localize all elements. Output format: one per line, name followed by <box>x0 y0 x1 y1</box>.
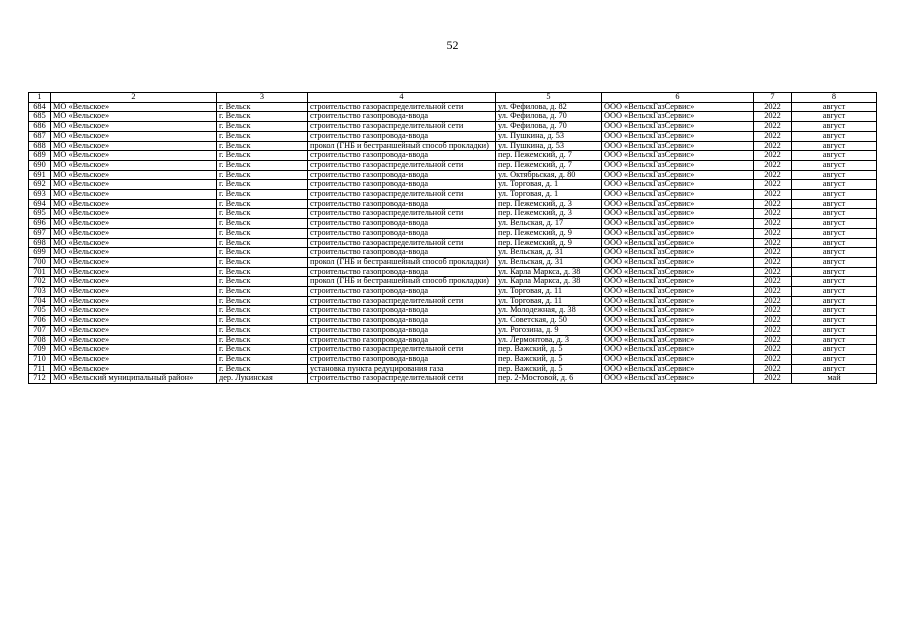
cell-contractor: ООО «ВельскГазСервис» <box>602 335 754 345</box>
cell-year: 2022 <box>754 374 792 384</box>
table-row <box>29 228 877 238</box>
cell-work-type: строительство газораспределительной сети <box>308 122 496 132</box>
cell-row-number: 705 <box>29 306 51 316</box>
cell-year: 2022 <box>754 267 792 277</box>
cell-settlement: г. Вельск <box>217 102 308 112</box>
cell-municipality: МО «Вельское» <box>51 267 217 277</box>
header-cell: 3 <box>217 93 308 103</box>
cell-contractor: ООО «ВельскГазСервис» <box>602 257 754 267</box>
cell-work-type: строительство газопровода-ввода <box>308 306 496 316</box>
cell-row-number: 692 <box>29 180 51 190</box>
cell-municipality: МО «Вельское» <box>51 170 217 180</box>
cell-year: 2022 <box>754 219 792 229</box>
cell-municipality: МО «Вельское» <box>51 190 217 200</box>
cell-contractor: ООО «ВельскГазСервис» <box>602 287 754 297</box>
cell-row-number: 691 <box>29 170 51 180</box>
cell-row-number: 710 <box>29 354 51 364</box>
cell-month: август <box>792 170 877 180</box>
table-row <box>29 335 877 345</box>
table-row <box>29 112 877 122</box>
cell-settlement: г. Вельск <box>217 228 308 238</box>
gasification-table <box>28 92 877 384</box>
cell-municipality: МО «Вельское» <box>51 102 217 112</box>
cell-municipality: МО «Вельское» <box>51 335 217 345</box>
cell-municipality: МО «Вельское» <box>51 316 217 326</box>
table-row <box>29 141 877 151</box>
cell-contractor: ООО «ВельскГазСервис» <box>602 306 754 316</box>
cell-month: май <box>792 374 877 384</box>
cell-address: ул. Торговая, д. 11 <box>496 287 602 297</box>
table-row <box>29 160 877 170</box>
cell-work-type: строительство газораспределительной сети <box>308 160 496 170</box>
cell-settlement: г. Вельск <box>217 160 308 170</box>
cell-settlement: г. Вельск <box>217 325 308 335</box>
cell-year: 2022 <box>754 238 792 248</box>
header-cell: 6 <box>602 93 754 103</box>
cell-contractor: ООО «ВельскГазСервис» <box>602 354 754 364</box>
cell-municipality: МО «Вельское» <box>51 141 217 151</box>
table-row <box>29 267 877 277</box>
cell-year: 2022 <box>754 190 792 200</box>
cell-municipality: МО «Вельский муниципальный район» <box>51 374 217 384</box>
cell-settlement: г. Вельск <box>217 248 308 258</box>
cell-municipality: МО «Вельское» <box>51 228 217 238</box>
cell-row-number: 693 <box>29 190 51 200</box>
cell-address: пер. Пежемский, д. 3 <box>496 209 602 219</box>
cell-address: ул. Рогозина, д. 9 <box>496 325 602 335</box>
cell-month: август <box>792 296 877 306</box>
page-number: 52 <box>446 38 459 52</box>
cell-work-type: строительство газопровода-ввода <box>308 325 496 335</box>
cell-work-type: строительство газораспределительной сети <box>308 345 496 355</box>
cell-row-number: 711 <box>29 364 51 374</box>
cell-year: 2022 <box>754 248 792 258</box>
cell-settlement: г. Вельск <box>217 306 308 316</box>
cell-settlement: г. Вельск <box>217 238 308 248</box>
cell-work-type: строительство газораспределительной сети <box>308 374 496 384</box>
cell-work-type: строительство газопровода-ввода <box>308 219 496 229</box>
cell-row-number: 706 <box>29 316 51 326</box>
table-row <box>29 199 877 209</box>
cell-month: август <box>792 112 877 122</box>
cell-year: 2022 <box>754 141 792 151</box>
cell-row-number: 707 <box>29 325 51 335</box>
cell-year: 2022 <box>754 316 792 326</box>
cell-row-number: 703 <box>29 287 51 297</box>
cell-settlement: г. Вельск <box>217 267 308 277</box>
cell-month: август <box>792 102 877 112</box>
cell-row-number: 686 <box>29 122 51 132</box>
cell-year: 2022 <box>754 199 792 209</box>
cell-address: ул. Молодежная, д. 38 <box>496 306 602 316</box>
cell-row-number: 696 <box>29 219 51 229</box>
cell-contractor: ООО «ВельскГазСервис» <box>602 112 754 122</box>
table-row <box>29 170 877 180</box>
table-row <box>29 238 877 248</box>
cell-work-type: строительство газопровода-ввода <box>308 170 496 180</box>
cell-month: август <box>792 248 877 258</box>
cell-month: август <box>792 257 877 267</box>
cell-year: 2022 <box>754 325 792 335</box>
cell-address: ул. Торговая, д. 11 <box>496 296 602 306</box>
cell-municipality: МО «Вельское» <box>51 151 217 161</box>
cell-settlement: г. Вельск <box>217 257 308 267</box>
cell-row-number: 701 <box>29 267 51 277</box>
cell-row-number: 684 <box>29 102 51 112</box>
cell-month: август <box>792 199 877 209</box>
cell-municipality: МО «Вельское» <box>51 296 217 306</box>
cell-settlement: г. Вельск <box>217 190 308 200</box>
cell-municipality: МО «Вельское» <box>51 160 217 170</box>
cell-contractor: ООО «ВельскГазСервис» <box>602 277 754 287</box>
cell-settlement: г. Вельск <box>217 364 308 374</box>
header-cell: 1 <box>29 93 51 103</box>
cell-contractor: ООО «ВельскГазСервис» <box>602 190 754 200</box>
cell-row-number: 702 <box>29 277 51 287</box>
cell-address: пер. 2-Мостовой, д. 6 <box>496 374 602 384</box>
cell-settlement: г. Вельск <box>217 219 308 229</box>
cell-work-type: строительство газораспределительной сети <box>308 296 496 306</box>
cell-row-number: 709 <box>29 345 51 355</box>
cell-month: август <box>792 209 877 219</box>
cell-work-type: строительство газопровода-ввода <box>308 199 496 209</box>
table-row <box>29 364 877 374</box>
cell-year: 2022 <box>754 335 792 345</box>
cell-municipality: МО «Вельское» <box>51 287 217 297</box>
cell-settlement: г. Вельск <box>217 209 308 219</box>
cell-settlement: г. Вельск <box>217 335 308 345</box>
cell-year: 2022 <box>754 131 792 141</box>
table-row <box>29 354 877 364</box>
cell-contractor: ООО «ВельскГазСервис» <box>602 296 754 306</box>
cell-address: пер. Пежемский, д. 9 <box>496 228 602 238</box>
cell-contractor: ООО «ВельскГазСервис» <box>602 160 754 170</box>
cell-settlement: г. Вельск <box>217 180 308 190</box>
cell-address: ул. Вельская, д. 31 <box>496 248 602 258</box>
cell-work-type: строительство газопровода-ввода <box>308 316 496 326</box>
cell-address: ул. Лермонтова, д. 3 <box>496 335 602 345</box>
cell-contractor: ООО «ВельскГазСервис» <box>602 122 754 132</box>
cell-contractor: ООО «ВельскГазСервис» <box>602 199 754 209</box>
cell-row-number: 712 <box>29 374 51 384</box>
cell-work-type: строительство газопровода-ввода <box>308 151 496 161</box>
cell-month: август <box>792 219 877 229</box>
cell-municipality: МО «Вельское» <box>51 131 217 141</box>
cell-month: август <box>792 335 877 345</box>
table-row <box>29 287 877 297</box>
cell-work-type: прокол (ГНБ и бестраншейный способ прокладки) <box>308 257 496 267</box>
cell-row-number: 698 <box>29 238 51 248</box>
cell-address: ул. Фефилова, д. 70 <box>496 112 602 122</box>
cell-municipality: МО «Вельское» <box>51 306 217 316</box>
cell-municipality: МО «Вельское» <box>51 345 217 355</box>
cell-row-number: 689 <box>29 151 51 161</box>
cell-work-type: прокол (ГНБ и бестраншейный способ прокладки) <box>308 277 496 287</box>
cell-contractor: ООО «ВельскГазСервис» <box>602 219 754 229</box>
cell-municipality: МО «Вельское» <box>51 199 217 209</box>
cell-work-type: строительство газопровода-ввода <box>308 112 496 122</box>
cell-year: 2022 <box>754 257 792 267</box>
cell-contractor: ООО «ВельскГазСервис» <box>602 316 754 326</box>
cell-municipality: МО «Вельское» <box>51 219 217 229</box>
cell-settlement: дер. Лукинская <box>217 374 308 384</box>
table-row <box>29 374 877 384</box>
table-row <box>29 316 877 326</box>
cell-year: 2022 <box>754 160 792 170</box>
cell-address: ул. Вельская, д. 17 <box>496 219 602 229</box>
cell-municipality: МО «Вельское» <box>51 354 217 364</box>
table-row <box>29 248 877 258</box>
cell-row-number: 694 <box>29 199 51 209</box>
cell-month: август <box>792 190 877 200</box>
cell-address: пер. Пежемский, д. 7 <box>496 160 602 170</box>
cell-municipality: МО «Вельское» <box>51 277 217 287</box>
cell-month: август <box>792 131 877 141</box>
cell-municipality: МО «Вельское» <box>51 364 217 374</box>
cell-year: 2022 <box>754 112 792 122</box>
cell-month: август <box>792 354 877 364</box>
cell-month: август <box>792 306 877 316</box>
cell-work-type: установка пункта редуцирования газа <box>308 364 496 374</box>
cell-month: август <box>792 316 877 326</box>
cell-address: ул. Пушкина, д. 53 <box>496 141 602 151</box>
cell-work-type: строительство газопровода-ввода <box>308 180 496 190</box>
cell-row-number: 690 <box>29 160 51 170</box>
cell-work-type: строительство газораспределительной сети <box>308 102 496 112</box>
cell-month: август <box>792 267 877 277</box>
table-row <box>29 219 877 229</box>
cell-settlement: г. Вельск <box>217 199 308 209</box>
cell-month: август <box>792 228 877 238</box>
cell-contractor: ООО «ВельскГазСервис» <box>602 267 754 277</box>
cell-address: ул. Торговая, д. 1 <box>496 180 602 190</box>
cell-month: август <box>792 151 877 161</box>
cell-work-type: строительство газораспределительной сети <box>308 238 496 248</box>
cell-month: август <box>792 238 877 248</box>
cell-settlement: г. Вельск <box>217 296 308 306</box>
header-cell: 4 <box>308 93 496 103</box>
cell-address: пер. Важский, д. 5 <box>496 345 602 355</box>
cell-work-type: строительство газопровода-ввода <box>308 354 496 364</box>
cell-address: ул. Карла Маркса, д. 38 <box>496 267 602 277</box>
cell-year: 2022 <box>754 170 792 180</box>
cell-month: август <box>792 287 877 297</box>
cell-month: август <box>792 141 877 151</box>
table-row <box>29 190 877 200</box>
table-row <box>29 257 877 267</box>
cell-settlement: г. Вельск <box>217 131 308 141</box>
cell-row-number: 708 <box>29 335 51 345</box>
cell-settlement: г. Вельск <box>217 277 308 287</box>
cell-year: 2022 <box>754 180 792 190</box>
cell-settlement: г. Вельск <box>217 112 308 122</box>
cell-address: пер. Пежемский, д. 9 <box>496 238 602 248</box>
cell-year: 2022 <box>754 287 792 297</box>
cell-address: пер. Важский, д. 5 <box>496 364 602 374</box>
cell-month: август <box>792 277 877 287</box>
cell-contractor: ООО «ВельскГазСервис» <box>602 209 754 219</box>
cell-settlement: г. Вельск <box>217 170 308 180</box>
cell-municipality: МО «Вельское» <box>51 122 217 132</box>
cell-address: ул. Торговая, д. 1 <box>496 190 602 200</box>
cell-contractor: ООО «ВельскГазСервис» <box>602 102 754 112</box>
cell-contractor: ООО «ВельскГазСервис» <box>602 131 754 141</box>
cell-address: ул. Пушкина, д. 53 <box>496 131 602 141</box>
table-row <box>29 180 877 190</box>
cell-contractor: ООО «ВельскГазСервис» <box>602 141 754 151</box>
cell-year: 2022 <box>754 306 792 316</box>
cell-row-number: 704 <box>29 296 51 306</box>
cell-row-number: 695 <box>29 209 51 219</box>
cell-year: 2022 <box>754 228 792 238</box>
cell-work-type: строительство газораспределительной сети <box>308 190 496 200</box>
cell-contractor: ООО «ВельскГазСервис» <box>602 238 754 248</box>
cell-settlement: г. Вельск <box>217 345 308 355</box>
cell-address: ул. Октябрьская, д. 80 <box>496 170 602 180</box>
cell-contractor: ООО «ВельскГазСервис» <box>602 180 754 190</box>
cell-address: ул. Вельская, д. 31 <box>496 257 602 267</box>
cell-address: ул. Фефилова, д. 82 <box>496 102 602 112</box>
header-cell: 8 <box>792 93 877 103</box>
cell-contractor: ООО «ВельскГазСервис» <box>602 228 754 238</box>
cell-month: август <box>792 160 877 170</box>
cell-work-type: прокол (ГНБ и бестраншейный способ прокладки) <box>308 141 496 151</box>
table-body <box>29 102 877 383</box>
table-row <box>29 122 877 132</box>
cell-contractor: ООО «ВельскГазСервис» <box>602 248 754 258</box>
cell-month: август <box>792 325 877 335</box>
cell-contractor: ООО «ВельскГазСервис» <box>602 374 754 384</box>
cell-contractor: ООО «ВельскГазСервис» <box>602 325 754 335</box>
cell-address: ул. Советская, д. 50 <box>496 316 602 326</box>
table-row <box>29 151 877 161</box>
cell-address: пер. Важский, д. 5 <box>496 354 602 364</box>
cell-month: август <box>792 364 877 374</box>
cell-municipality: МО «Вельское» <box>51 238 217 248</box>
cell-month: август <box>792 122 877 132</box>
cell-year: 2022 <box>754 345 792 355</box>
cell-settlement: г. Вельск <box>217 316 308 326</box>
cell-row-number: 688 <box>29 141 51 151</box>
cell-municipality: МО «Вельское» <box>51 112 217 122</box>
cell-settlement: г. Вельск <box>217 141 308 151</box>
cell-work-type: строительство газопровода-ввода <box>308 267 496 277</box>
cell-settlement: г. Вельск <box>217 151 308 161</box>
cell-work-type: строительство газопровода-ввода <box>308 335 496 345</box>
cell-row-number: 685 <box>29 112 51 122</box>
cell-municipality: МО «Вельское» <box>51 209 217 219</box>
cell-month: август <box>792 345 877 355</box>
cell-year: 2022 <box>754 151 792 161</box>
table-row <box>29 102 877 112</box>
table-row <box>29 296 877 306</box>
table-row <box>29 345 877 355</box>
cell-year: 2022 <box>754 277 792 287</box>
cell-month: август <box>792 180 877 190</box>
cell-contractor: ООО «ВельскГазСервис» <box>602 170 754 180</box>
header-cell: 2 <box>51 93 217 103</box>
cell-address: пер. Пежемский, д. 7 <box>496 151 602 161</box>
cell-settlement: г. Вельск <box>217 287 308 297</box>
cell-municipality: МО «Вельское» <box>51 257 217 267</box>
cell-work-type: строительство газопровода-ввода <box>308 248 496 258</box>
cell-year: 2022 <box>754 296 792 306</box>
cell-address: ул. Фефилова, д. 70 <box>496 122 602 132</box>
header-cell: 7 <box>754 93 792 103</box>
cell-row-number: 687 <box>29 131 51 141</box>
cell-address: пер. Пежемский, д. 3 <box>496 199 602 209</box>
table-row <box>29 306 877 316</box>
cell-address: ул. Карла Маркса, д. 38 <box>496 277 602 287</box>
cell-contractor: ООО «ВельскГазСервис» <box>602 151 754 161</box>
cell-settlement: г. Вельск <box>217 122 308 132</box>
cell-municipality: МО «Вельское» <box>51 180 217 190</box>
table-row <box>29 131 877 141</box>
cell-row-number: 700 <box>29 257 51 267</box>
cell-settlement: г. Вельск <box>217 354 308 364</box>
cell-row-number: 699 <box>29 248 51 258</box>
cell-municipality: МО «Вельское» <box>51 325 217 335</box>
cell-work-type: строительство газораспределительной сети <box>308 209 496 219</box>
header-row <box>29 93 877 103</box>
cell-work-type: строительство газопровода-ввода <box>308 287 496 297</box>
header-cell: 5 <box>496 93 602 103</box>
cell-contractor: ООО «ВельскГазСервис» <box>602 345 754 355</box>
cell-municipality: МО «Вельское» <box>51 248 217 258</box>
cell-year: 2022 <box>754 209 792 219</box>
cell-year: 2022 <box>754 354 792 364</box>
cell-year: 2022 <box>754 122 792 132</box>
cell-row-number: 697 <box>29 228 51 238</box>
cell-year: 2022 <box>754 102 792 112</box>
cell-work-type: строительство газопровода-ввода <box>308 131 496 141</box>
cell-work-type: строительство газопровода-ввода <box>308 228 496 238</box>
cell-year: 2022 <box>754 364 792 374</box>
table-row <box>29 325 877 335</box>
table-row <box>29 209 877 219</box>
table-row <box>29 277 877 287</box>
cell-contractor: ООО «ВельскГазСервис» <box>602 364 754 374</box>
